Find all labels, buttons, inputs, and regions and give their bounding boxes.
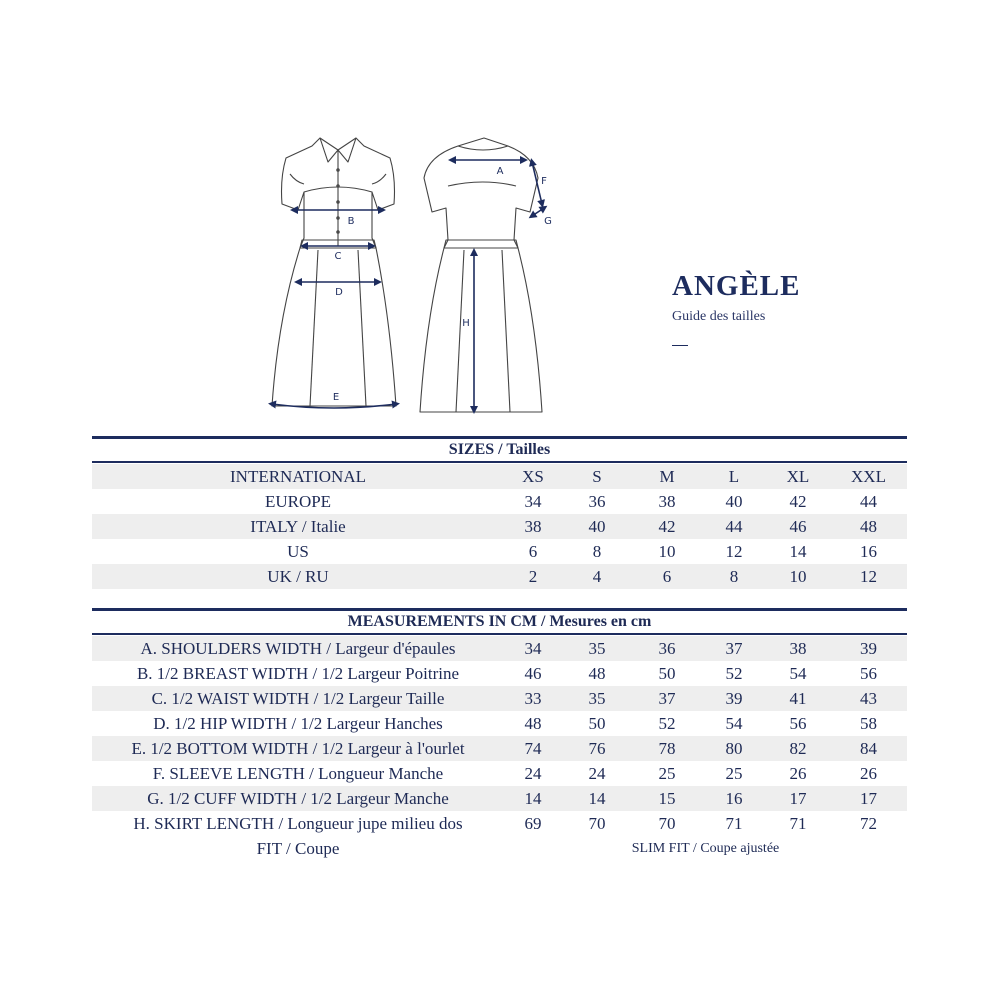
table-cell: XXL [851,466,886,486]
table-cell: 46 [789,516,807,536]
row-values [504,489,907,514]
sketch-label-a: A [496,166,504,177]
table-cell: 76 [588,738,606,758]
table-cell: 46 [524,663,542,683]
table-cell: 42 [658,516,676,536]
table-cell: 71 [725,813,743,833]
row-values [504,464,907,489]
table-cell: 40 [588,516,606,536]
table-cell: L [728,466,740,486]
table-cell: 50 [588,713,606,733]
table-cell: 80 [725,738,743,758]
row-label: EUROPE [264,491,332,511]
title-dash-divider [672,345,688,346]
measurements-heading: MEASUREMENTS IN CM / Mesures en cm [347,613,652,630]
table-cell: 78 [658,738,676,758]
row-values [504,564,907,589]
table-cell: 39 [725,688,743,708]
table-cell: 39 [860,638,877,658]
table-cell: 26 [789,763,807,783]
row-values [504,514,907,539]
table-cell: 37 [725,638,743,658]
row-values [504,711,907,736]
table-cell: 14 [524,788,542,808]
table-cell: 42 [789,491,807,511]
row-label: F. SLEEVE LENGTH / Longueur Manche [152,763,444,783]
table-cell: 41 [789,688,807,708]
table-cell: 52 [725,663,743,683]
table-cell: XL [786,466,810,486]
table-cell: 38 [658,491,676,511]
title-block [672,270,800,346]
table-cell: 43 [860,688,877,708]
table-cell: 26 [860,763,877,783]
table-cell: 37 [658,688,676,708]
table-cell: 74 [524,738,542,758]
table-cell: 14 [789,541,807,561]
table-cell: 44 [725,516,743,536]
sizes-rows [92,464,907,589]
brand-subtitle: Guide des tailles [672,309,766,324]
dress-measurement-sketch [262,128,562,420]
table-cell: 6 [662,566,672,586]
row-values [504,636,907,661]
table-cell: 15 [658,788,676,808]
table-cell: 56 [860,663,877,683]
size-row [92,464,907,489]
table-cell: 36 [588,491,606,511]
measurement-row [92,786,907,811]
measurements-rows [92,636,907,836]
table-cell: 17 [860,788,877,808]
measurement-row [92,711,907,736]
table-cell: 33 [524,688,542,708]
table-cell: 6 [528,541,538,561]
row-values [504,539,907,564]
row-values [504,736,907,761]
fit-value: SLIM FIT / Coupe ajustée [631,840,780,856]
table-cell: 25 [658,763,676,783]
table-cell: 56 [789,713,807,733]
row-label: US [287,541,309,561]
table-cell: 54 [789,663,807,683]
table-cell: 10 [789,566,807,586]
table-cell: 52 [658,713,676,733]
table-cell: 10 [658,541,676,561]
table-cell: 14 [588,788,606,808]
row-label: ITALY / Italie [250,516,346,536]
row-label: UK / RU [267,566,329,586]
row-values [504,811,907,836]
sketch-label-g: G [544,216,552,227]
table-cell: 70 [588,813,606,833]
table-cell: M [659,466,675,486]
table-cell: 12 [860,566,877,586]
row-values [504,786,907,811]
measurement-row [92,686,907,711]
sketch-label-h: H [462,318,470,329]
table-cell: 24 [524,763,542,783]
sketch-label-a-front: B [347,216,355,227]
measurements-heading-rule [92,633,907,635]
row-label: H. SKIRT LENGTH / Longueur jupe milieu dos [133,813,463,833]
table-cell: S [592,466,602,486]
row-label: INTERNATIONAL [230,466,366,486]
table-cell: 35 [588,688,606,708]
row-label: A. SHOULDERS WIDTH / Largeur d'épaules [140,638,456,658]
table-cell: 54 [725,713,743,733]
table-cell: 25 [725,763,743,783]
row-label: E. 1/2 BOTTOM WIDTH / 1/2 Largeur à l'ourlet [131,738,465,758]
table-cell: 8 [592,541,602,561]
table-cell: 8 [729,566,739,586]
brand-title: ANGÈLE [672,270,801,302]
size-row [92,489,907,514]
table-cell: 38 [524,516,542,536]
table-cell: 36 [658,638,676,658]
fit-label: FIT / Coupe [256,838,340,858]
row-values [504,686,907,711]
table-cell: 12 [725,541,743,561]
sketch-label-d: D [335,287,343,298]
table-cell: 48 [860,516,877,536]
row-label: B. 1/2 BREAST WIDTH / 1/2 Largeur Poitrine [136,663,460,683]
size-row [92,539,907,564]
measurement-row [92,636,907,661]
table-cell: 69 [524,813,542,833]
table-cell: 34 [524,491,542,511]
measurement-row [92,661,907,686]
measurement-row [92,811,907,836]
table-cell: 16 [860,541,877,561]
table-cell: 84 [860,738,877,758]
fit-row [92,836,907,861]
table-cell: 40 [725,491,743,511]
table-cell: 50 [658,663,676,683]
table-cell: 17 [789,788,807,808]
table-cell: 71 [789,813,807,833]
size-row [92,564,907,589]
sizes-heading: SIZES / Tailles [448,441,551,458]
measurement-row [92,761,907,786]
table-cell: XS [522,466,544,486]
table-cell: 35 [588,638,606,658]
sketch-label-f: F [541,176,547,187]
table-cell: 34 [524,638,542,658]
table-cell: 48 [588,663,606,683]
table-cell: 70 [658,813,676,833]
size-row [92,514,907,539]
table-cell: 72 [860,813,877,833]
row-label: G. 1/2 CUFF WIDTH / 1/2 Largeur Manche [147,788,449,808]
measurements-table [92,608,907,861]
row-label: D. 1/2 HIP WIDTH / 1/2 Largeur Hanches [153,713,443,733]
table-cell: 4 [592,566,602,586]
table-cell: 44 [860,491,877,511]
measurement-row [92,736,907,761]
sketch-label-e: E [332,392,340,403]
row-label: C. 1/2 WAIST WIDTH / 1/2 Largeur Taille [151,688,445,708]
table-cell: 58 [860,713,877,733]
row-values [504,761,907,786]
table-cell: 82 [789,738,807,758]
table-cell: 2 [528,566,538,586]
sketch-label-c: C [334,251,342,262]
sizes-heading-rule [92,461,907,463]
table-cell: 24 [588,763,606,783]
table-cell: 38 [789,638,807,658]
row-values [504,661,907,686]
table-cell: 16 [725,788,743,808]
table-cell: 48 [524,713,542,733]
sizes-table [92,436,907,589]
